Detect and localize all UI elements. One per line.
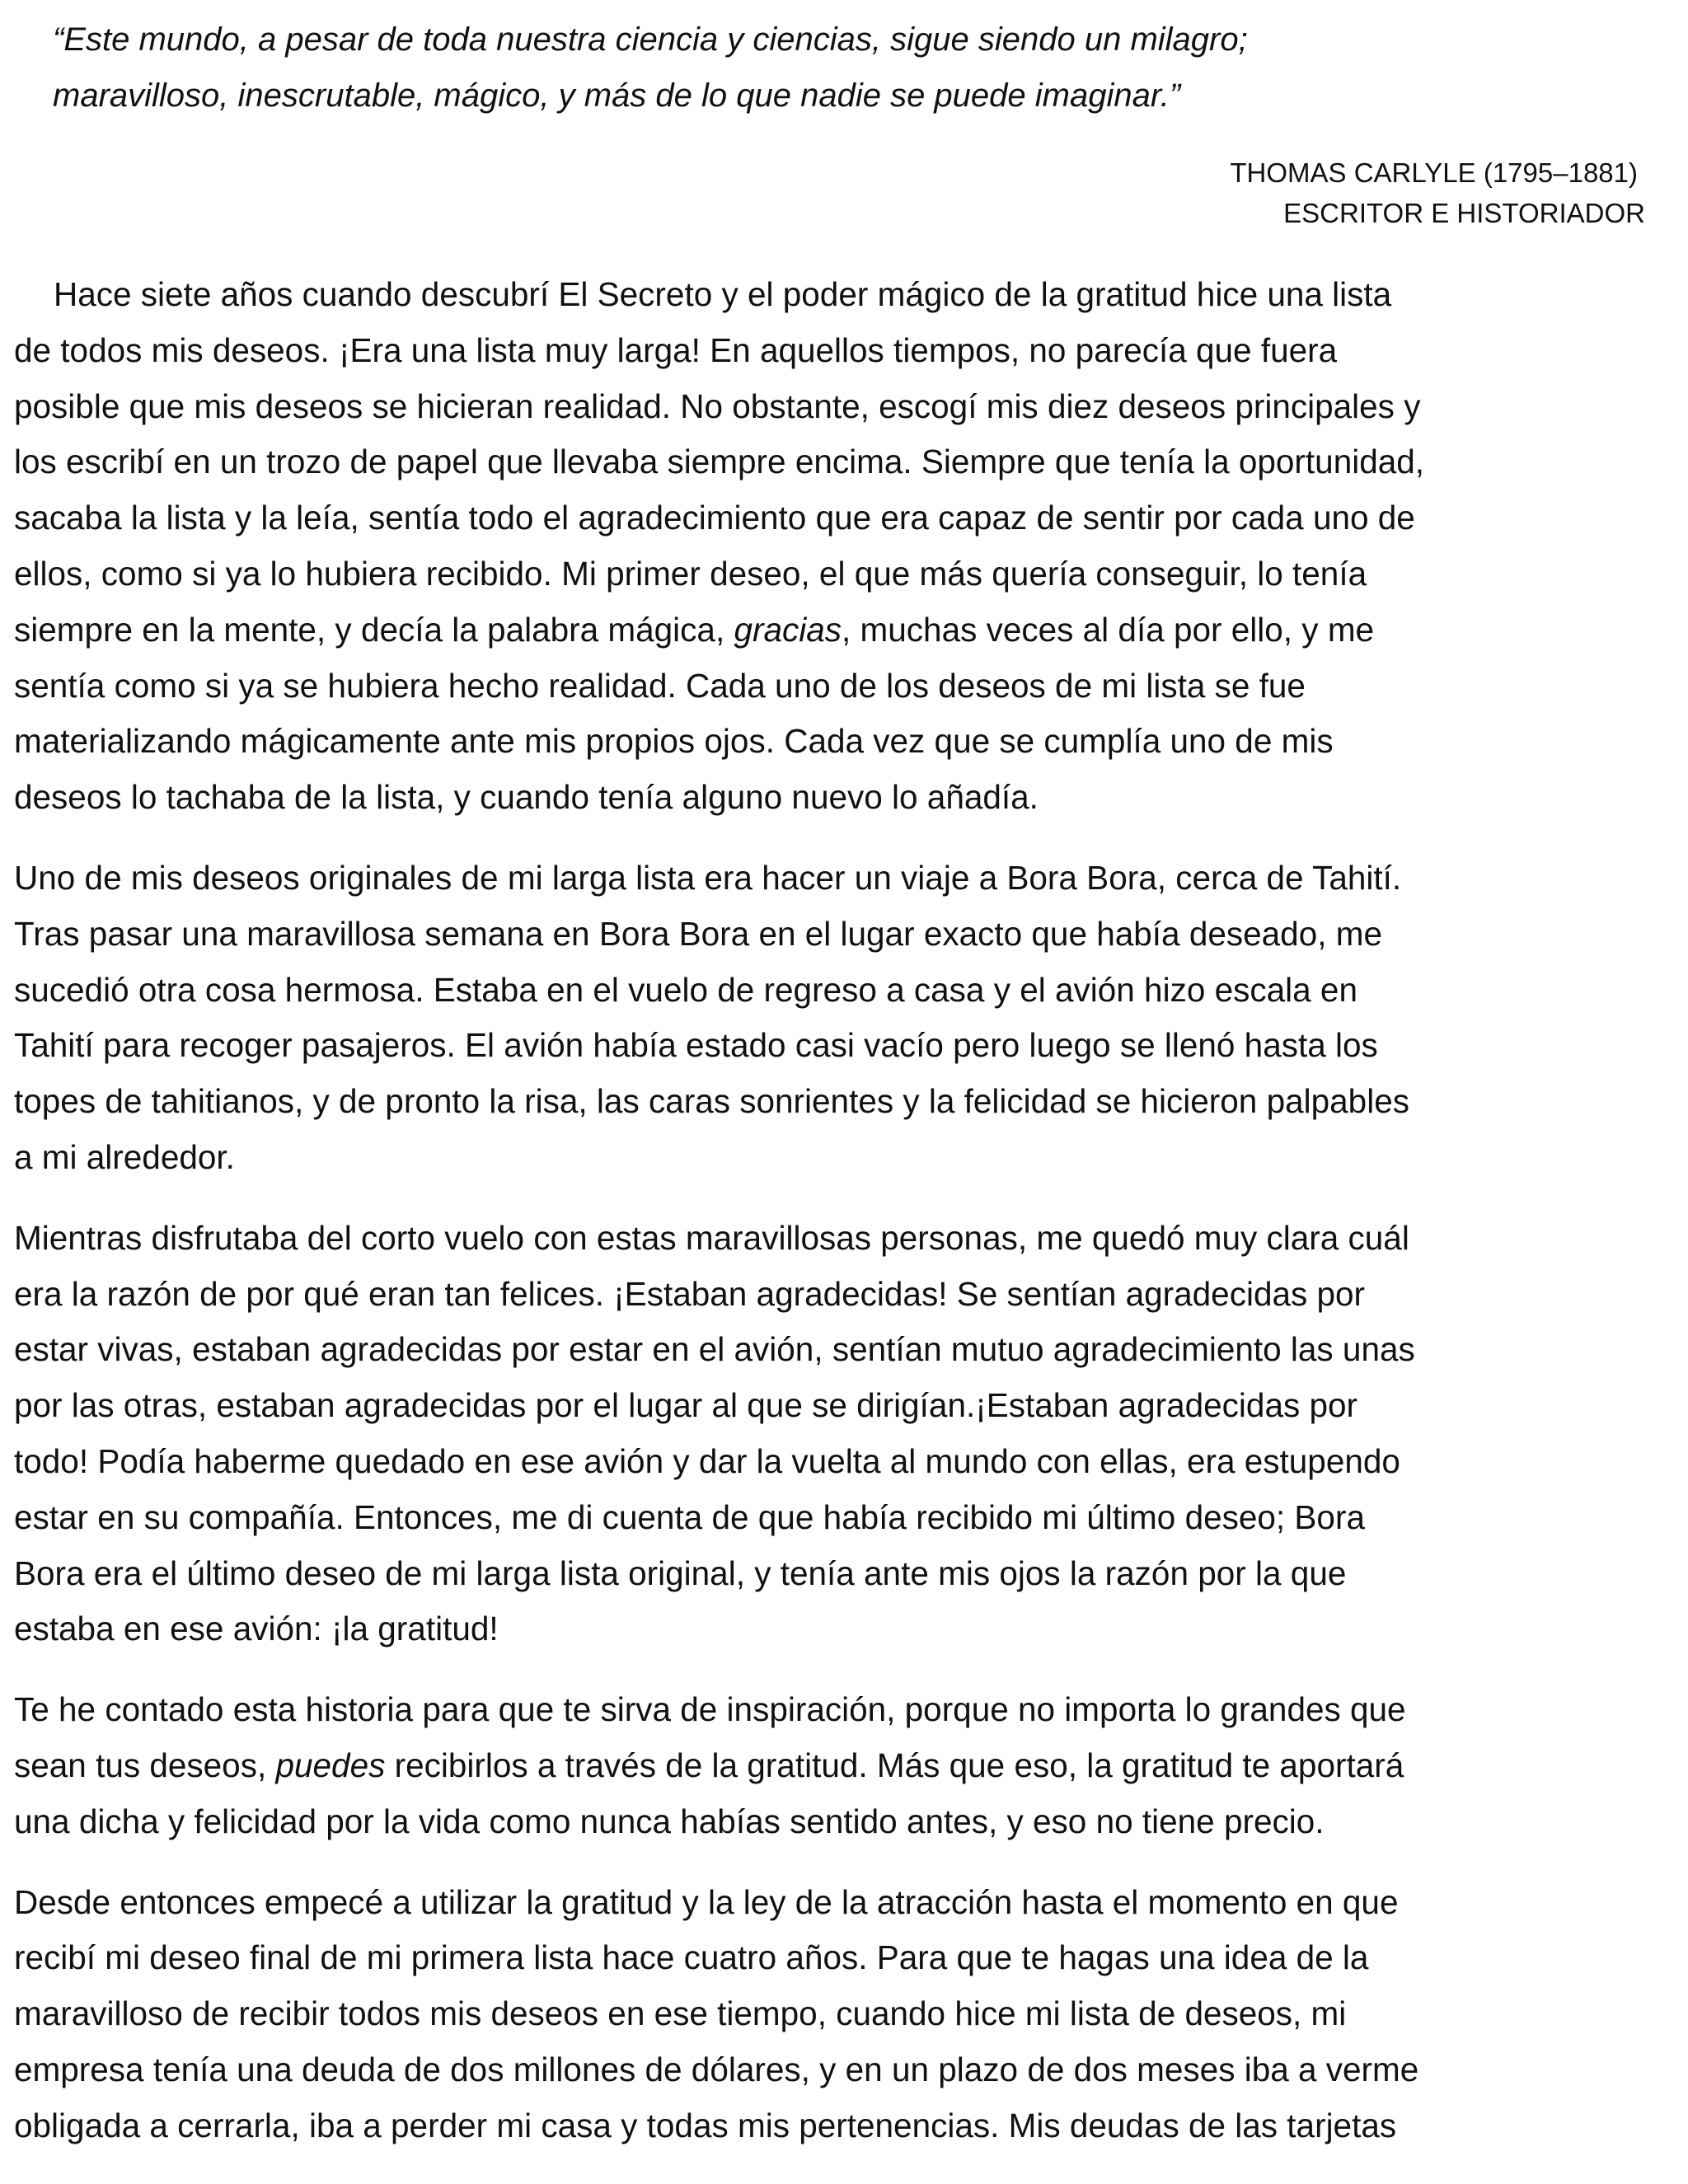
text-line: Tras pasar una maravillosa semana en Bora Bora en el lugar exacto que había deseado, me	[14, 914, 1382, 953]
text-line	[14, 602, 1671, 658]
paragraph-4	[14, 1682, 1671, 1849]
text-line: los escribí en un trozo de papel que llevaba siempre encima. Siempre que tenía la oportunidad,	[14, 443, 1425, 481]
paragraph-1	[14, 267, 1671, 826]
emphasis-word: gracias	[734, 610, 842, 649]
text-line: materializando mágicamente ante mis propios ojos. Cada vez que se cumplía uno de mis	[14, 722, 1334, 761]
text-line: estar vivas, estaban agradecidas por estar en el avión, sentían mutuo agradecimiento las unas	[14, 1330, 1415, 1369]
text-line: deseos lo tachaba de la lista, y cuando tenía alguno nuevo lo añadía.	[14, 778, 1039, 817]
text-line: sacaba la lista y la leía, sentía todo el agradecimiento que era capaz de sentir por cada uno de	[14, 499, 1415, 537]
text-line: a mi alrededor.	[14, 1137, 235, 1176]
text-line: sucedió otra cosa hermosa. Estaba en el vuelo de regreso a casa y el avión hizo escala en	[14, 970, 1357, 1009]
epigraph-attribution	[1230, 152, 1645, 233]
text-line: todo! Podía haberme quedado en ese avión y dar la vuelta al mundo con ellas, era estupendo	[14, 1441, 1400, 1480]
text-line: maravilloso de recibir todos mis deseos en ese tiempo, cuando hice mi lista de deseos, mi	[14, 1994, 1347, 2033]
epigraph-quote	[53, 12, 1619, 124]
text-line: posible que mis deseos se hicieran realidad. No obstante, escogí mis diez deseos principales y	[14, 387, 1421, 425]
text-line: Desde entonces empecé a utilizar la gratitud y la ley de la atracción hasta el momento en que	[14, 1882, 1399, 1921]
text-line: Uno de mis deseos originales de mi larga lista era hacer un viaje a Bora Bora, cerca de Tahití.	[14, 858, 1402, 897]
emphasis-word: puedes	[275, 1746, 386, 1784]
text-line: estar en su compañía. Entonces, me di cuenta de que había recibido mi último deseo; Bora	[14, 1497, 1365, 1536]
text-line: estaba en ese avión: ¡la gratitud!	[14, 1610, 499, 1648]
text-line: obligada a cerrarla, iba a perder mi casa y todas mis pertenencias. Mis deudas de las tarjetas	[14, 2106, 1397, 2144]
text-line: una dicha y felicidad por la vida como nunca habías sentido antes, y eso no tiene precio.	[14, 1802, 1325, 1840]
text-run: recibirlos a través de la gratitud. Más que eso, la gratitud te aportará	[385, 1746, 1404, 1784]
text-line: topes de tahitianos, y de pronto la risa, las caras sonrientes y la felicidad se hicieron palpables	[14, 1082, 1409, 1121]
text-line: Mientras disfrutaba del corto vuelo con estas maravillosas personas, me quedó muy clara cuál	[14, 1218, 1409, 1257]
text-line: Tahití para recoger pasajeros. El avión había estado casi vacío pero luego se llenó hasta los	[14, 1026, 1378, 1065]
paragraph-2	[14, 851, 1671, 1186]
epigraph-line: “Este mundo, a pesar de toda nuestra ciencia y ciencias, sigue siendo un milagro;	[53, 21, 1248, 58]
text-run: sean tus deseos,	[14, 1746, 276, 1784]
text-line: Bora era el último deseo de mi larga lista original, y tenía ante mis ojos la razón por la que	[14, 1554, 1347, 1592]
text-line: sentía como si ya se hubiera hecho realidad. Cada uno de los deseos de mi lista se fue	[14, 666, 1306, 705]
text-line: ellos, como si ya lo hubiera recibido. Mi primer deseo, el que más quería conseguir, lo tenía	[14, 554, 1367, 593]
text-line	[14, 1738, 1671, 1794]
text-line: Hace siete años cuando descubrí El Secreto y el poder mágico de la gratitud hice una lista	[54, 275, 1392, 313]
epigraph-line: maravilloso, inescrutable, mágico, y más de lo que nadie se puede imaginar.”	[53, 77, 1181, 114]
paragraph-3	[14, 1211, 1671, 1657]
attribution-author: THOMAS CARLYLE (1795–1881)	[1230, 157, 1638, 188]
text-line: de todos mis deseos. ¡Era una lista muy larga! En aquellos tiempos, no parecía que fuera	[14, 330, 1338, 369]
text-line: Te he contado esta historia para que te sirva de inspiración, porque no importa lo grandes que	[14, 1690, 1406, 1729]
attribution-role: ESCRITOR E HISTORIADOR	[1283, 198, 1645, 228]
paragraph-5	[14, 1875, 1671, 2154]
text-run: , muchas veces al día por ello, y me	[842, 610, 1375, 649]
text-line: recibí mi deseo final de mi primera lista hace cuatro años. Para que te hagas una idea de la	[14, 1938, 1369, 1977]
body-text	[14, 267, 1671, 2154]
text-line: era la razón de por qué eran tan felices. ¡Estaban agradecidas! Se sentían agradecidas por	[14, 1274, 1366, 1313]
text-line: por las otras, estaban agradecidas por el lugar al que se dirigían.¡Estaban agradecidas por	[14, 1386, 1358, 1425]
text-line: empresa tenía una deuda de dos millones de dólares, y en un plazo de dos meses iba a verme	[14, 2050, 1419, 2088]
text-run: siempre en la mente, y decía la palabra mágica,	[14, 610, 734, 649]
